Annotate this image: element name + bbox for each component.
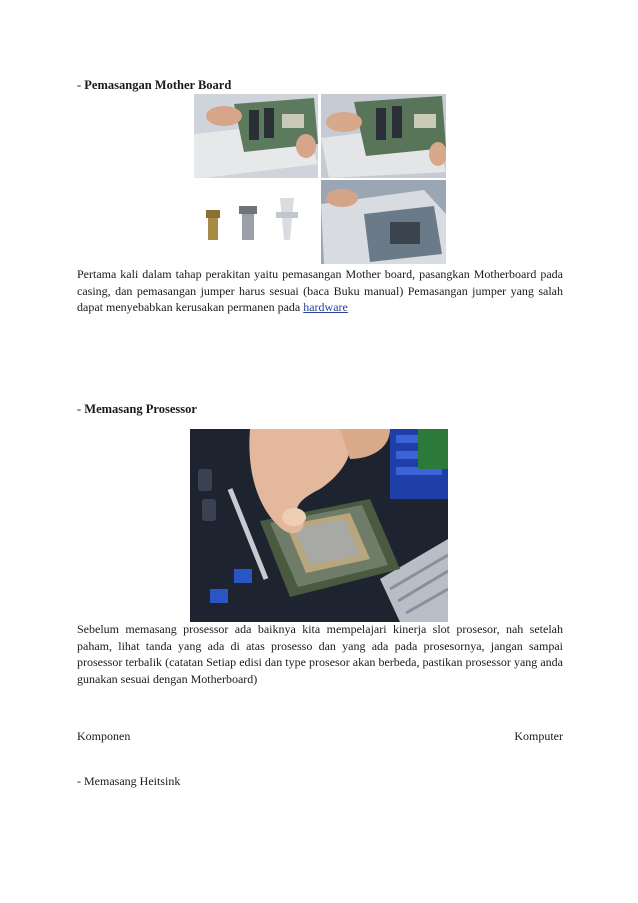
heading-motherboard bbox=[77, 78, 231, 93]
heading-processor bbox=[77, 402, 197, 417]
motherboard-installation-photos bbox=[194, 94, 446, 264]
heading-dash: - bbox=[77, 402, 85, 416]
photo-standoff-screws bbox=[194, 180, 318, 264]
heading-dash: - bbox=[77, 78, 85, 92]
paragraph-processor: Sebelum memasang prosessor ada baiknya kita mempelajari kinerja slot prosesor, nah setelah paham, lihat tanda yang ada di atas prosesso dan yang ada pada prosesornya, jangan sampai prosessor terbalik (catatan Setiap edisi dan type prosesor akan berbeda, pastikan prosessor yang anda gunakan sesuai dengan Motherboard) bbox=[77, 622, 563, 686]
hardware-link[interactable]: hardware bbox=[303, 300, 348, 314]
label-komponen: Komponen bbox=[77, 729, 131, 743]
photo-casing bbox=[321, 180, 446, 264]
paragraph-motherboard-text: Pertama kali dalam tahap perakitan yaitu pemasangan Mother board, pasangkan Motherboard pada casing, dan pemasangan jumper harus sesuai (baca Buku manual) Pemasangan jumper yang salah dapat menyebabkan kerusakan permanen pada bbox=[77, 267, 563, 314]
paragraph-motherboard bbox=[77, 266, 563, 316]
heading-heatsink: - Memasang Heitsink bbox=[77, 774, 181, 788]
label-komputer: Komputer bbox=[514, 729, 563, 743]
heading-processor-title: Memasang Prosessor bbox=[84, 402, 197, 416]
processor-installation-photo bbox=[190, 429, 448, 622]
photo-board-placement-1 bbox=[194, 94, 318, 178]
photo-board-placement-2 bbox=[321, 94, 446, 178]
component-row bbox=[77, 729, 563, 744]
heading-motherboard-title: Pemasangan Mother Board bbox=[84, 78, 232, 92]
